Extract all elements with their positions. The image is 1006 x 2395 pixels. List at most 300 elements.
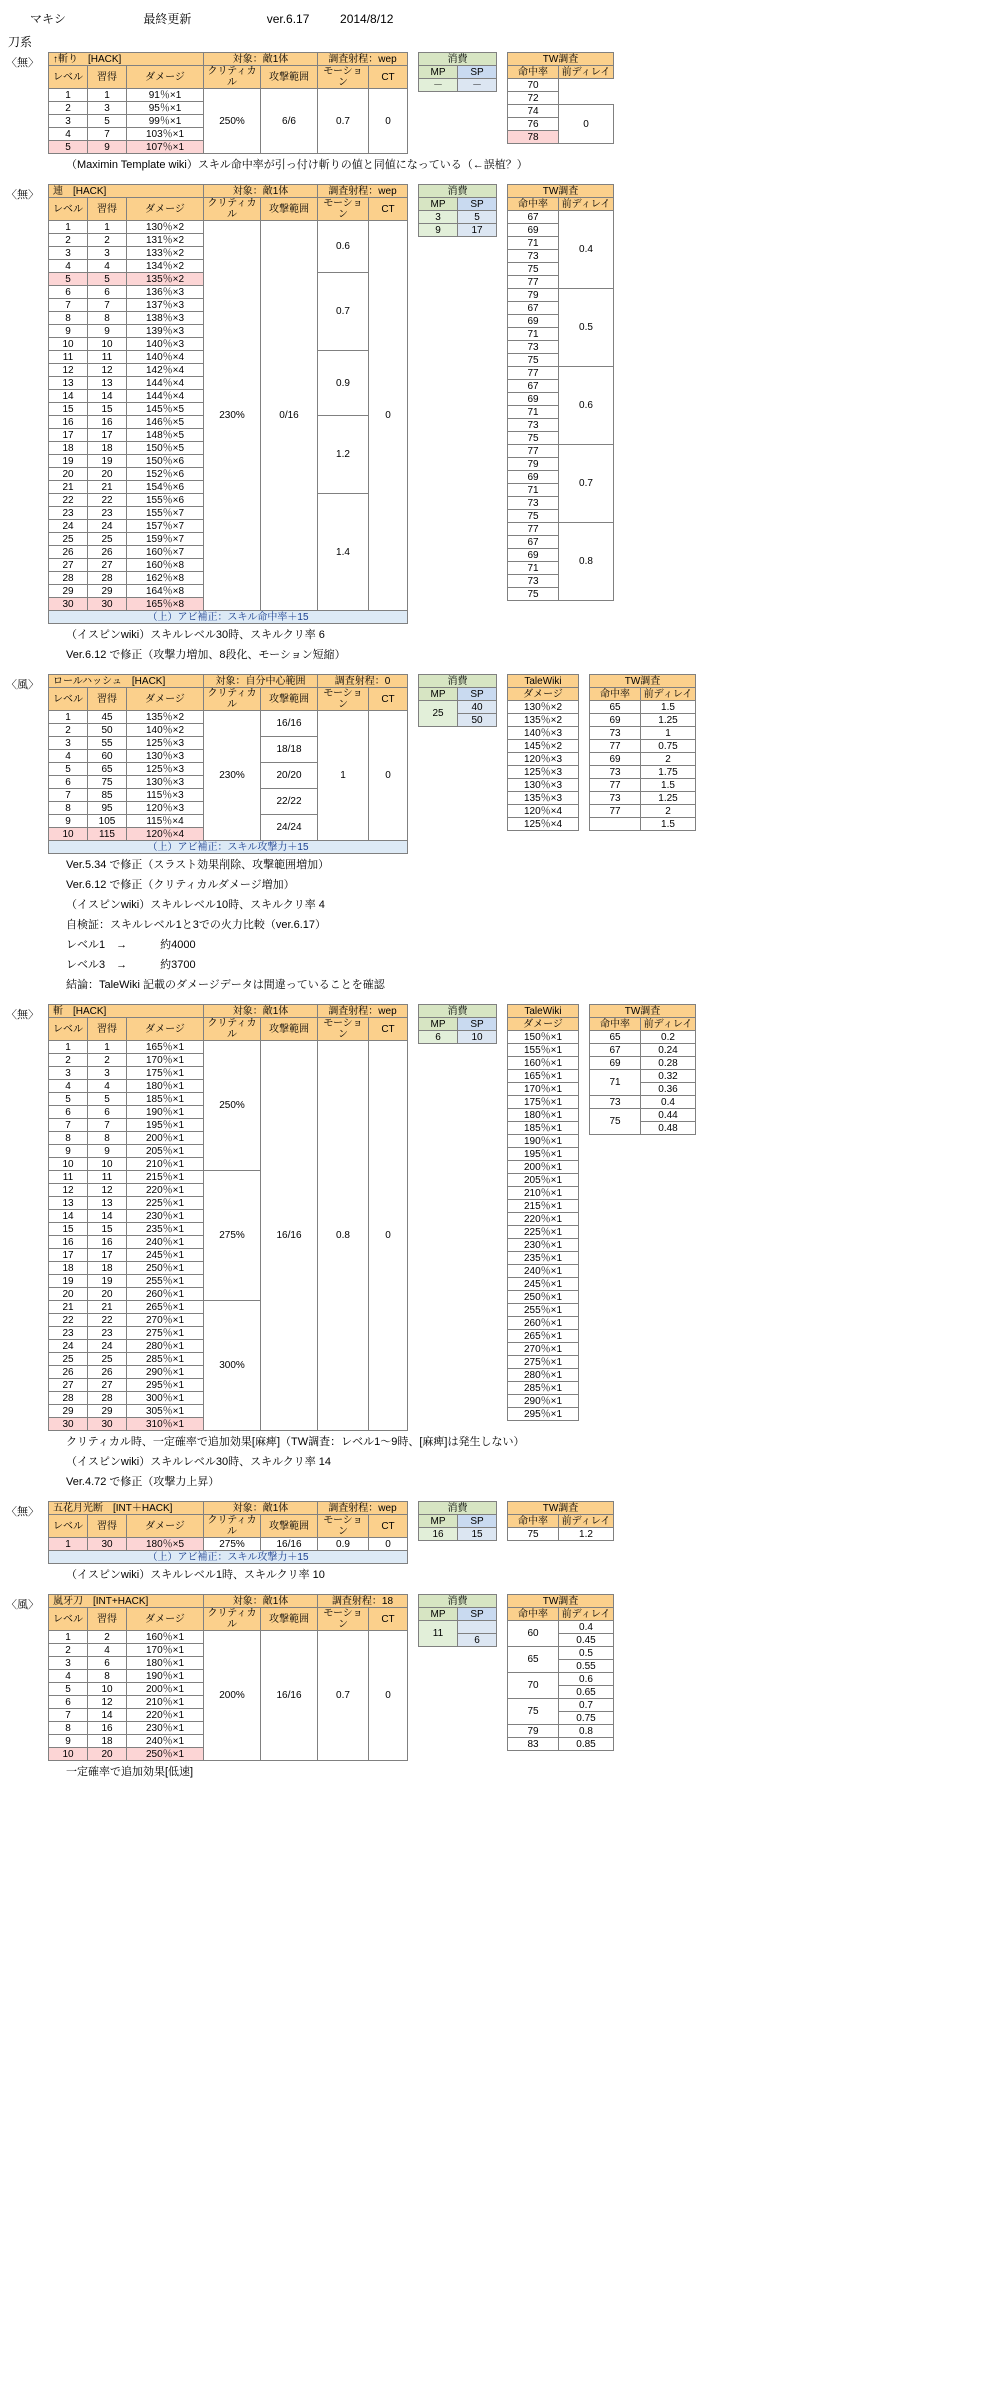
cell-hit-rate: 77 xyxy=(508,367,559,380)
cell-tw-damage: 225％×1 xyxy=(508,1226,579,1239)
cell-tw-damage: 210％×1 xyxy=(508,1187,579,1200)
cell-damage: 310％×1 xyxy=(127,1418,204,1431)
table-header-row xyxy=(419,1515,497,1528)
table-header-row xyxy=(419,675,497,688)
cell-critical: 230% xyxy=(204,221,261,611)
table-header-row xyxy=(508,1502,614,1515)
cell-tw-damage: 190％×1 xyxy=(508,1135,579,1148)
cell-sp: 10 xyxy=(458,1031,497,1044)
cell-hit-rate: 73 xyxy=(590,792,641,805)
cell-pre-delay: 0.24 xyxy=(641,1044,696,1057)
cell-lv: 8 xyxy=(49,1132,88,1145)
cell-damage: 115％×3 xyxy=(127,789,204,802)
cell-shutoku: 55 xyxy=(88,737,127,750)
col-mp: MP xyxy=(419,1018,458,1031)
cell-tw-damage: 145％×2 xyxy=(508,740,579,753)
cell-damage: 115％×4 xyxy=(127,815,204,828)
grouped-cell: 300% xyxy=(204,1301,261,1431)
table-row xyxy=(508,105,614,118)
table-row xyxy=(508,211,614,224)
cell-tw-damage: 240％×1 xyxy=(508,1265,579,1278)
tw-survey-table xyxy=(507,1594,614,1751)
table-header-row xyxy=(49,1515,408,1538)
cell-tw-damage: 230％×1 xyxy=(508,1239,579,1252)
tw-survey-table xyxy=(507,52,614,144)
table-header-row xyxy=(49,675,408,688)
cell-mp: 25 xyxy=(419,701,458,727)
cell-pre-delay: 0.28 xyxy=(641,1057,696,1070)
tw-survey-title: TW調査 xyxy=(508,53,614,66)
cell-shutoku: 6 xyxy=(88,1657,127,1670)
table-row xyxy=(49,1538,408,1551)
cell-damage: 144％×4 xyxy=(127,390,204,403)
table-row xyxy=(508,92,614,105)
table-header-row xyxy=(590,675,696,688)
cell-lv: 3 xyxy=(49,115,88,128)
cell-damage: 190％×1 xyxy=(127,1106,204,1119)
cell-lv: 2 xyxy=(49,1054,88,1067)
note-text: Ver.4.72 で修正（攻撃力上昇） xyxy=(66,1476,220,1488)
cell-range: 20/20 xyxy=(261,763,318,789)
skill-block xyxy=(0,52,1006,184)
cell-tw-damage: 160％×1 xyxy=(508,1057,579,1070)
cell-range: 22/22 xyxy=(261,789,318,815)
cell-tw-damage: 275％×1 xyxy=(508,1356,579,1369)
cell-pre-delay: 2 xyxy=(641,753,696,766)
cell-lv: 1 xyxy=(49,221,88,234)
cell-damage: 148％×5 xyxy=(127,429,204,442)
col-lv: レベル xyxy=(49,1018,88,1041)
cell-pre-delay: 0.6 xyxy=(559,367,614,445)
cell-damage: 150％×5 xyxy=(127,442,204,455)
cell-lv: 6 xyxy=(49,776,88,789)
cell-damage: 120％×3 xyxy=(127,802,204,815)
col-lv: レベル xyxy=(49,688,88,711)
table-row xyxy=(419,224,497,237)
col-critical: クリティカル xyxy=(204,1018,261,1041)
cell-lv: 15 xyxy=(49,1223,88,1236)
cost-title: 消費 xyxy=(419,675,497,688)
col-damage: ダメージ xyxy=(127,198,204,221)
cell-shutoku: 20 xyxy=(88,1288,127,1301)
table-header-row xyxy=(49,185,408,198)
note-text: （イスピンwiki）スキルレベル1時、スキルクリ率 10 xyxy=(66,1569,325,1581)
cell-lv: 4 xyxy=(49,1670,88,1683)
cell-lv: 18 xyxy=(49,442,88,455)
col-motion: モーション xyxy=(318,66,369,89)
cell-shutoku: 14 xyxy=(88,1210,127,1223)
cell-lv: 5 xyxy=(49,1093,88,1106)
cell-shutoku: 24 xyxy=(88,520,127,533)
col-damage: ダメージ xyxy=(127,1515,204,1538)
skill-main-table xyxy=(48,52,408,154)
cell-lv: 11 xyxy=(49,351,88,364)
cell-shutoku: 22 xyxy=(88,494,127,507)
table-row xyxy=(508,1239,579,1252)
col-motion: モーション xyxy=(318,198,369,221)
cell-lv: 4 xyxy=(49,260,88,273)
cell-hit-rate: 73 xyxy=(508,341,559,354)
cell-hit-rate: 77 xyxy=(508,445,559,458)
table-row xyxy=(508,1408,579,1421)
cell-hit-rate: 71 xyxy=(590,1070,641,1096)
cell-damage: 91％×1 xyxy=(127,89,204,102)
author-name: マキシ xyxy=(30,12,66,26)
cell-critical: 250% xyxy=(204,89,261,154)
table-row xyxy=(508,1109,579,1122)
col-motion: モーション xyxy=(318,1018,369,1041)
cell-damage: 305％×1 xyxy=(127,1405,204,1418)
grouped-cell: 0.9 xyxy=(318,351,369,416)
cell-shutoku: 23 xyxy=(88,1327,127,1340)
cell-damage: 205％×1 xyxy=(127,1145,204,1158)
element-label: 〈風〉 xyxy=(6,679,39,691)
cell-lv: 13 xyxy=(49,377,88,390)
cell-tw-damage: 285％×1 xyxy=(508,1382,579,1395)
col-pre-delay: 前ディレイ xyxy=(559,198,614,211)
cell-lv: 12 xyxy=(49,1184,88,1197)
cell-damage: 160％×8 xyxy=(127,559,204,572)
cell-damage: 159％×7 xyxy=(127,533,204,546)
cell-damage: 135％×2 xyxy=(127,711,204,724)
cell-range: 24/24 xyxy=(261,815,318,841)
ability-bonus-cell: （上）アビ補正：スキル攻撃力＋15 xyxy=(49,841,408,854)
cell-tw-damage: 120％×3 xyxy=(508,753,579,766)
col-range: 攻撃範囲 xyxy=(261,66,318,89)
cell-damage: 155％×6 xyxy=(127,494,204,507)
cell-sp: 17 xyxy=(458,224,497,237)
table-header-row xyxy=(419,53,497,66)
table-row xyxy=(508,701,579,714)
talewiki-title: TaleWiki xyxy=(508,675,579,688)
cell-lv: 30 xyxy=(49,1418,88,1431)
cell-hit-rate: 67 xyxy=(508,536,559,549)
tw-survey-title: TW調査 xyxy=(590,1005,696,1018)
cell-hit-rate: 77 xyxy=(508,523,559,536)
table-row xyxy=(508,1330,579,1343)
cell-lv: 1 xyxy=(49,1631,88,1644)
cell-tw-damage: 245％×1 xyxy=(508,1278,579,1291)
cell-mp: 11 xyxy=(419,1621,458,1647)
cell-lv: 7 xyxy=(49,1119,88,1132)
cell-pre-delay: 0.8 xyxy=(559,1725,614,1738)
cell-hit-rate: 73 xyxy=(508,497,559,510)
table-row xyxy=(49,89,408,102)
cell-damage: 137％×3 xyxy=(127,299,204,312)
survey-cell: 調査射程：0 xyxy=(318,675,408,688)
table-header-row xyxy=(508,185,614,198)
cell-hit-rate: 69 xyxy=(590,1057,641,1070)
cell-pre-delay: 0.75 xyxy=(559,1712,614,1725)
note-text: レベル1 → 約4000 xyxy=(66,939,196,951)
cell-lv: 10 xyxy=(49,1158,88,1171)
table-row xyxy=(508,1528,614,1541)
cell-shutoku: 5 xyxy=(88,1093,127,1106)
cell-range: 6/6 xyxy=(261,89,318,154)
cell-damage: 125％×3 xyxy=(127,737,204,750)
cell-shutoku: 8 xyxy=(88,312,127,325)
cell-lv: 18 xyxy=(49,1262,88,1275)
cell-damage: 180％×1 xyxy=(127,1080,204,1093)
cell-lv: 4 xyxy=(49,128,88,141)
cell-tw-damage: 255％×1 xyxy=(508,1304,579,1317)
cell-pre-delay: 0.32 xyxy=(641,1070,696,1083)
cell-lv: 12 xyxy=(49,364,88,377)
table-header-row xyxy=(49,1018,408,1041)
cell-damage: 300％×1 xyxy=(127,1392,204,1405)
survey-cell: 調査射程：wep xyxy=(318,1005,408,1018)
cell-shutoku: 27 xyxy=(88,1379,127,1392)
cell-tw-damage: 135％×3 xyxy=(508,792,579,805)
cell-hit-rate: 69 xyxy=(590,753,641,766)
cell-lv: 3 xyxy=(49,247,88,260)
table-row xyxy=(508,1369,579,1382)
version-text: ver.6.17 xyxy=(266,12,310,26)
col-pre-delay: 前ディレイ xyxy=(641,688,696,701)
cell-lv: 15 xyxy=(49,403,88,416)
cell-pre-delay: 0.4 xyxy=(559,1621,614,1634)
cell-lv: 5 xyxy=(49,141,88,154)
col-lv: レベル xyxy=(49,66,88,89)
table-row xyxy=(508,289,614,302)
col-hit-rate: 命中率 xyxy=(590,1018,641,1031)
cell-pre-delay: 1.25 xyxy=(641,792,696,805)
cell-lv: 20 xyxy=(49,1288,88,1301)
cell-shutoku: 18 xyxy=(88,1735,127,1748)
cell-pre-delay: 0.5 xyxy=(559,289,614,367)
cell-shutoku: 3 xyxy=(88,1067,127,1080)
cell-lv: 2 xyxy=(49,234,88,247)
cell-tw-damage: 290％×1 xyxy=(508,1395,579,1408)
cell-damage: 220％×1 xyxy=(127,1184,204,1197)
cell-shutoku: 23 xyxy=(88,507,127,520)
tw-survey-table xyxy=(589,1004,696,1135)
col-damage: ダメージ xyxy=(127,1018,204,1041)
table-row xyxy=(508,1161,579,1174)
cell-damage: 146％×5 xyxy=(127,416,204,429)
cell-damage: 240％×1 xyxy=(127,1735,204,1748)
cell-lv: 29 xyxy=(49,585,88,598)
table-header-row xyxy=(419,1502,497,1515)
table-header-row xyxy=(419,688,497,701)
survey-cell: 調査射程：wep xyxy=(318,1502,408,1515)
cell-pre-delay: 0.6 xyxy=(559,1673,614,1686)
table-row xyxy=(508,1738,614,1751)
cell-pre-delay: 0.75 xyxy=(641,740,696,753)
talewiki-title: TaleWiki xyxy=(508,1005,579,1018)
table-row xyxy=(508,1200,579,1213)
talewiki-table xyxy=(507,1004,579,1421)
cell-motion: 0.7 xyxy=(318,1631,369,1761)
cell-shutoku: 30 xyxy=(88,1538,127,1551)
table-row xyxy=(590,727,696,740)
cell-hit-rate: 75 xyxy=(508,588,559,601)
cell-hit-rate: 69 xyxy=(508,471,559,484)
cell-hit-rate: 75 xyxy=(508,263,559,276)
cell-lv: 17 xyxy=(49,1249,88,1262)
cell-damage: 99％×1 xyxy=(127,115,204,128)
cell-pre-delay: 0.8 xyxy=(559,523,614,601)
cell-lv: 22 xyxy=(49,1314,88,1327)
skill-main-table xyxy=(48,1501,408,1564)
grouped-cell: 0.7 xyxy=(318,273,369,351)
col-tw-damage: ダメージ xyxy=(508,1018,579,1031)
cost-title: 消費 xyxy=(419,1005,497,1018)
table-row xyxy=(590,792,696,805)
cell-hit-rate: 78 xyxy=(508,131,559,144)
col-critical: クリティカル xyxy=(204,1515,261,1538)
table-header-row xyxy=(49,1005,408,1018)
cell-lv: 4 xyxy=(49,1080,88,1093)
table-header-row xyxy=(49,53,408,66)
cell-sp xyxy=(458,1621,497,1634)
note-text: （イスピンwiki）スキルレベル30時、スキルクリ率 14 xyxy=(66,1456,332,1468)
cell-hit-rate: 71 xyxy=(508,562,559,575)
cell-damage: 175％×1 xyxy=(127,1067,204,1080)
cell-lv: 3 xyxy=(49,1657,88,1670)
cell-pre-delay: 0.4 xyxy=(641,1096,696,1109)
col-shutoku: 習得 xyxy=(88,198,127,221)
cell-tw-damage: 220％×1 xyxy=(508,1213,579,1226)
cell-damage: 245％×1 xyxy=(127,1249,204,1262)
cell-motion: 0.8 xyxy=(318,1041,369,1431)
cell-lv: 8 xyxy=(49,802,88,815)
cell-hit-rate: 75 xyxy=(508,1528,559,1541)
cell-shutoku: 27 xyxy=(88,559,127,572)
cell-damage: 131％×2 xyxy=(127,234,204,247)
col-range: 攻撃範囲 xyxy=(261,198,318,221)
skill-name-cell: 斬 [HACK] xyxy=(49,1005,204,1018)
cell-mp: － xyxy=(419,79,458,92)
cell-damage: 135％×2 xyxy=(127,273,204,286)
cell-lv: 5 xyxy=(49,273,88,286)
table-row xyxy=(590,753,696,766)
col-sp: SP xyxy=(458,66,497,79)
cell-tw-damage: 200％×1 xyxy=(508,1161,579,1174)
cell-tw-damage: 135％×2 xyxy=(508,714,579,727)
cell-mp: 6 xyxy=(419,1031,458,1044)
target-cell: 対象：敵1体 xyxy=(204,53,318,66)
cell-shutoku: 50 xyxy=(88,724,127,737)
col-ct: CT xyxy=(369,1608,408,1631)
cell-mp: 9 xyxy=(419,224,458,237)
col-lv: レベル xyxy=(49,1515,88,1538)
table-header-row xyxy=(49,198,408,221)
cell-hit-rate: 69 xyxy=(508,315,559,328)
cell-shutoku: 7 xyxy=(88,128,127,141)
cell-lv: 1 xyxy=(49,1538,88,1551)
cell-damage: 200％×1 xyxy=(127,1132,204,1145)
table-row xyxy=(508,1291,579,1304)
cell-damage: 265％×1 xyxy=(127,1301,204,1314)
cell-damage: 136％×3 xyxy=(127,286,204,299)
cell-lv: 8 xyxy=(49,1722,88,1735)
cell-lv: 9 xyxy=(49,325,88,338)
cell-sp: 50 xyxy=(458,714,497,727)
cell-hit-rate: 75 xyxy=(508,510,559,523)
table-row xyxy=(508,805,579,818)
cell-shutoku: 20 xyxy=(88,468,127,481)
cell-lv: 23 xyxy=(49,1327,88,1340)
col-mp: MP xyxy=(419,1608,458,1621)
cell-mp: 16 xyxy=(419,1528,458,1541)
cell-damage: 240％×1 xyxy=(127,1236,204,1249)
cell-shutoku: 8 xyxy=(88,1132,127,1145)
cost-title: 消費 xyxy=(419,1595,497,1608)
element-label: 〈風〉 xyxy=(6,1599,39,1611)
note-text: （Maximin Template wiki）スキル命中率が引っ付け斬りの値と同値になっている（←誤植？） xyxy=(66,159,528,171)
table-header-row xyxy=(508,66,614,79)
cell-shutoku: 12 xyxy=(88,364,127,377)
cell-critical: 275% xyxy=(204,1538,261,1551)
tw-survey-table xyxy=(589,674,696,831)
cell-pre-delay: 0.48 xyxy=(641,1122,696,1135)
note-text: 結論：TaleWiki 記載のダメージデータは間違っていることを確認 xyxy=(66,979,385,991)
table-row xyxy=(508,1343,579,1356)
cell-tw-damage: 130％×2 xyxy=(508,701,579,714)
cell-lv: 1 xyxy=(49,711,88,724)
cell-tw-damage: 120％×4 xyxy=(508,805,579,818)
cell-tw-damage: 270％×1 xyxy=(508,1343,579,1356)
table-header-row xyxy=(508,53,614,66)
cell-pre-delay: 1.5 xyxy=(641,701,696,714)
cell-damage: 157％×7 xyxy=(127,520,204,533)
cell-damage: 154％×6 xyxy=(127,481,204,494)
table-row xyxy=(49,841,408,854)
cell-ct: 0 xyxy=(369,1041,408,1431)
cell-hit-rate: 69 xyxy=(590,714,641,727)
table-header-row xyxy=(508,1515,614,1528)
table-row xyxy=(508,740,579,753)
cell-damage: 250％×1 xyxy=(127,1262,204,1275)
col-shutoku: 習得 xyxy=(88,1018,127,1041)
table-row xyxy=(508,1031,579,1044)
cell-hit-rate: 67 xyxy=(508,211,559,224)
cell-lv: 7 xyxy=(49,1709,88,1722)
cell-shutoku: 12 xyxy=(88,1184,127,1197)
cell-tw-damage: 130％×3 xyxy=(508,779,579,792)
cell-hit-rate: 65 xyxy=(590,701,641,714)
cell-shutoku: 29 xyxy=(88,1405,127,1418)
table-row xyxy=(508,1382,579,1395)
cell-sp: 40 xyxy=(458,701,497,714)
cell-shutoku: 60 xyxy=(88,750,127,763)
cell-pre-delay: 1.2 xyxy=(559,1528,614,1541)
survey-cell: 調査射程：wep xyxy=(318,53,408,66)
cell-lv: 1 xyxy=(49,89,88,102)
cell-shutoku: 10 xyxy=(88,1683,127,1696)
cell-shutoku: 28 xyxy=(88,1392,127,1405)
cell-pre-delay: 0.44 xyxy=(641,1109,696,1122)
table-header-row xyxy=(419,1608,497,1621)
document-header xyxy=(0,0,1006,27)
cell-damage: 164％×8 xyxy=(127,585,204,598)
cell-shutoku: 29 xyxy=(88,585,127,598)
table-row xyxy=(49,611,408,624)
grouped-cell: 1.4 xyxy=(318,494,369,611)
skill-main-table xyxy=(48,674,408,854)
element-label: 〈無〉 xyxy=(6,1009,39,1021)
cell-damage: 134％×2 xyxy=(127,260,204,273)
cell-shutoku: 1 xyxy=(88,1041,127,1054)
cell-damage: 255％×1 xyxy=(127,1275,204,1288)
cell-lv: 11 xyxy=(49,1171,88,1184)
survey-cell: 調査射程：wep xyxy=(318,185,408,198)
skill-main-table xyxy=(48,184,408,624)
cell-lv: 19 xyxy=(49,1275,88,1288)
table-header-row xyxy=(419,1005,497,1018)
cell-damage: 138％×3 xyxy=(127,312,204,325)
